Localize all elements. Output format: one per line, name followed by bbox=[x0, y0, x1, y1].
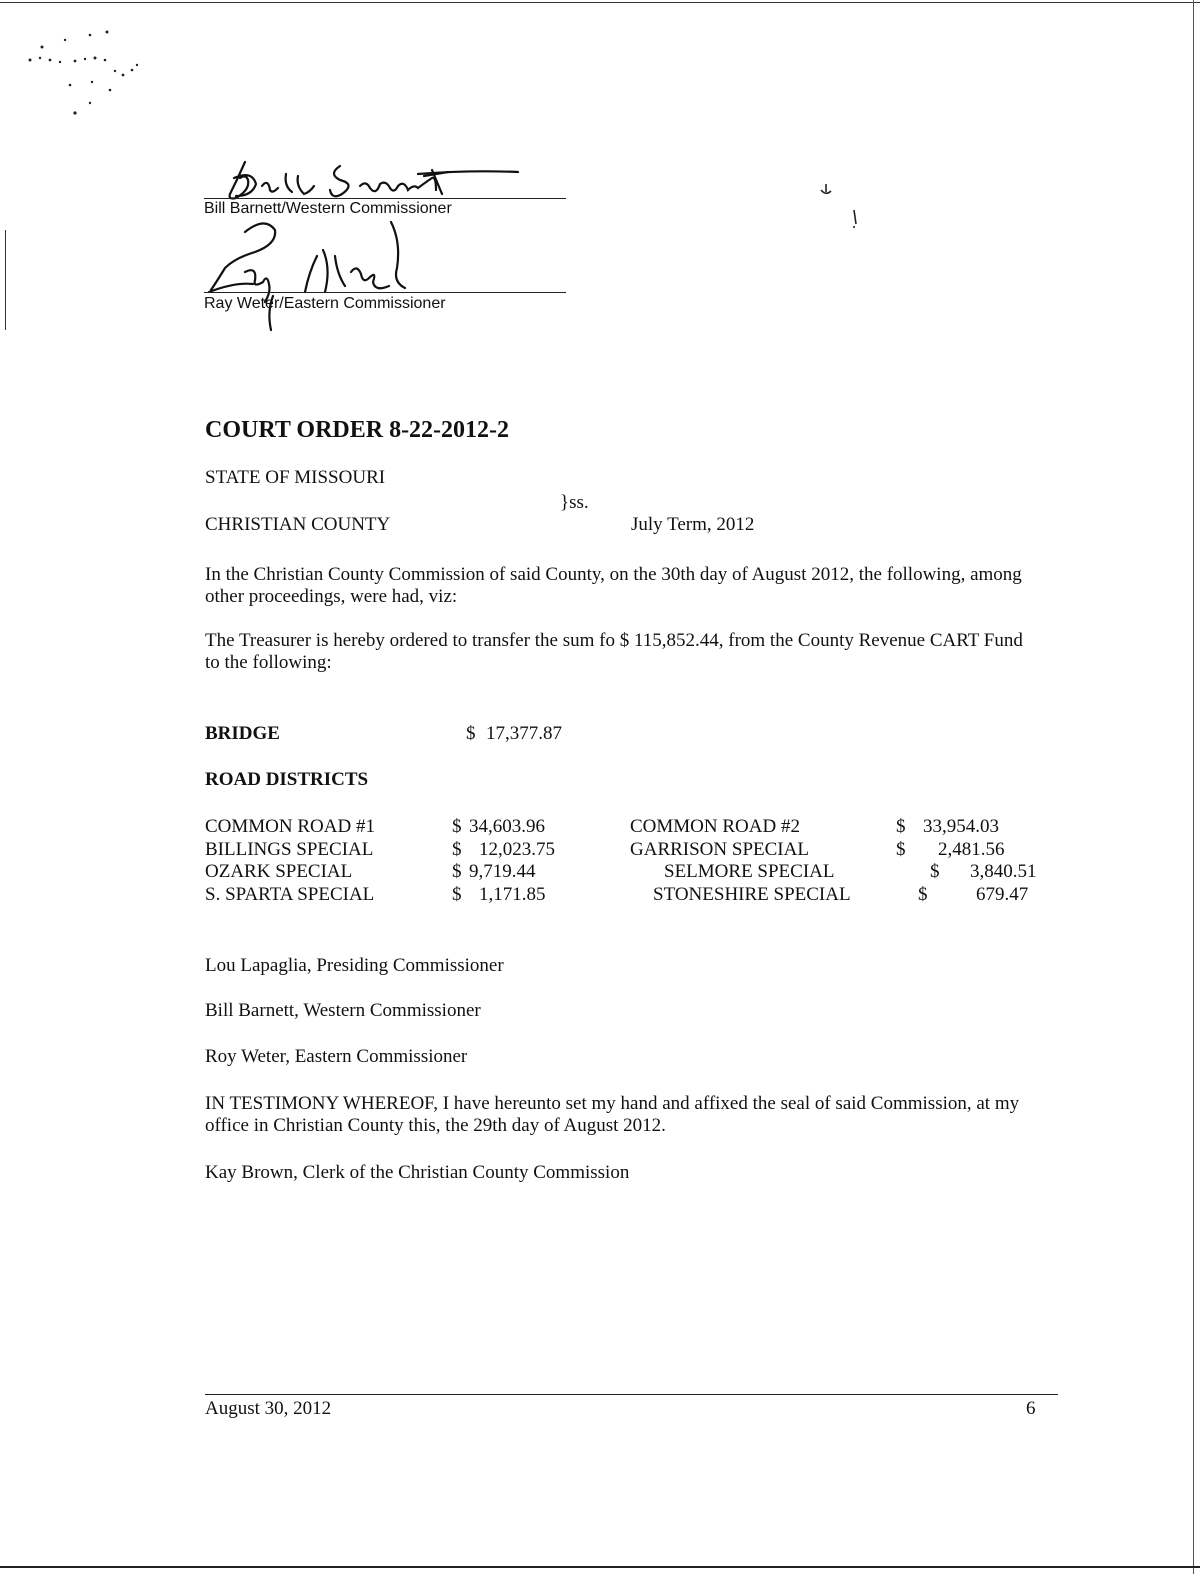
transfer-paragraph: The Treasurer is hereby ordered to transfer the sum fo $ 115,852.44, from the County Revenue CART Fund to the following: bbox=[205, 630, 1023, 673]
testimony-paragraph: IN TESTIMONY WHEREOF, I have hereunto set my hand and affixed the seal of said Commission, at my office in Christian County this, the 29th day of August 2012. bbox=[205, 1093, 1020, 1136]
district-currency: $ bbox=[452, 861, 462, 882]
clerk-line: Kay Brown, Clerk of the Christian County Commission bbox=[205, 1162, 630, 1183]
district-currency: $ bbox=[452, 816, 462, 837]
state-line: STATE OF MISSOURI bbox=[205, 467, 386, 488]
scan-left-mark bbox=[5, 230, 6, 330]
district-currency: $ bbox=[918, 884, 928, 905]
district-name: OZARK SPECIAL bbox=[205, 861, 353, 882]
district-name: GARRISON SPECIAL bbox=[630, 839, 809, 860]
footer-rule bbox=[205, 1394, 1058, 1395]
signature-line-1 bbox=[204, 198, 566, 199]
district-amount: 2,481.56 bbox=[938, 839, 1005, 860]
page-number: 6 bbox=[1026, 1398, 1036, 1419]
district-amount: 3,840.51 bbox=[970, 861, 1037, 882]
district-amount: 1,171.85 bbox=[479, 884, 546, 905]
bridge-currency: $ bbox=[466, 723, 476, 744]
commissioner-line: Bill Barnett, Western Commissioner bbox=[205, 1000, 481, 1021]
order-title: COURT ORDER 8-22-2012-2 bbox=[205, 417, 510, 443]
county-line: CHRISTIAN COUNTY bbox=[205, 514, 391, 535]
district-currency: $ bbox=[896, 816, 906, 837]
district-name: SELMORE SPECIAL bbox=[664, 861, 835, 882]
signature-caption-2: Ray Weter/Eastern Commissioner bbox=[204, 295, 446, 312]
scan-bottom-edge bbox=[0, 1566, 1200, 1568]
signature-ray-weter bbox=[205, 212, 425, 337]
scan-top-edge bbox=[0, 2, 1200, 3]
district-name: COMMON ROAD #2 bbox=[630, 816, 800, 837]
scan-noise-speckles bbox=[20, 25, 150, 125]
road-districts-heading: ROAD DISTRICTS bbox=[205, 769, 369, 790]
district-currency: $ bbox=[452, 884, 462, 905]
footer-date: August 30, 2012 bbox=[205, 1398, 332, 1419]
district-name: COMMON ROAD #1 bbox=[205, 816, 375, 837]
signature-caption-1: Bill Barnett/Western Commissioner bbox=[204, 200, 452, 217]
district-currency: $ bbox=[930, 861, 940, 882]
district-amount: 33,954.03 bbox=[923, 816, 999, 837]
district-name: BILLINGS SPECIAL bbox=[205, 839, 374, 860]
bridge-label: BRIDGE bbox=[205, 723, 280, 744]
scan-noise-marks bbox=[818, 180, 868, 240]
district-name: S. SPARTA SPECIAL bbox=[205, 884, 375, 905]
bridge-amount: 17,377.87 bbox=[486, 723, 562, 744]
signature-line-2 bbox=[204, 292, 566, 293]
commissioner-line: Roy Weter, Eastern Commissioner bbox=[205, 1046, 468, 1067]
district-currency: $ bbox=[452, 839, 462, 860]
district-amount: 9,719.44 bbox=[469, 861, 536, 882]
district-amount: 34,603.96 bbox=[469, 816, 545, 837]
ss-marker: }ss. bbox=[560, 492, 589, 513]
district-currency: $ bbox=[896, 839, 906, 860]
term-line: July Term, 2012 bbox=[631, 514, 755, 535]
scan-right-edge bbox=[1193, 0, 1194, 1574]
district-amount: 12,023.75 bbox=[479, 839, 555, 860]
intro-paragraph: In the Christian County Commission of said County, on the 30th day of August 2012, the following, among other proceedings, were had, viz: bbox=[205, 564, 1022, 607]
commissioner-line: Lou Lapaglia, Presiding Commissioner bbox=[205, 955, 504, 976]
district-amount: 679.47 bbox=[976, 884, 1029, 905]
district-name: STONESHIRE SPECIAL bbox=[653, 884, 851, 905]
